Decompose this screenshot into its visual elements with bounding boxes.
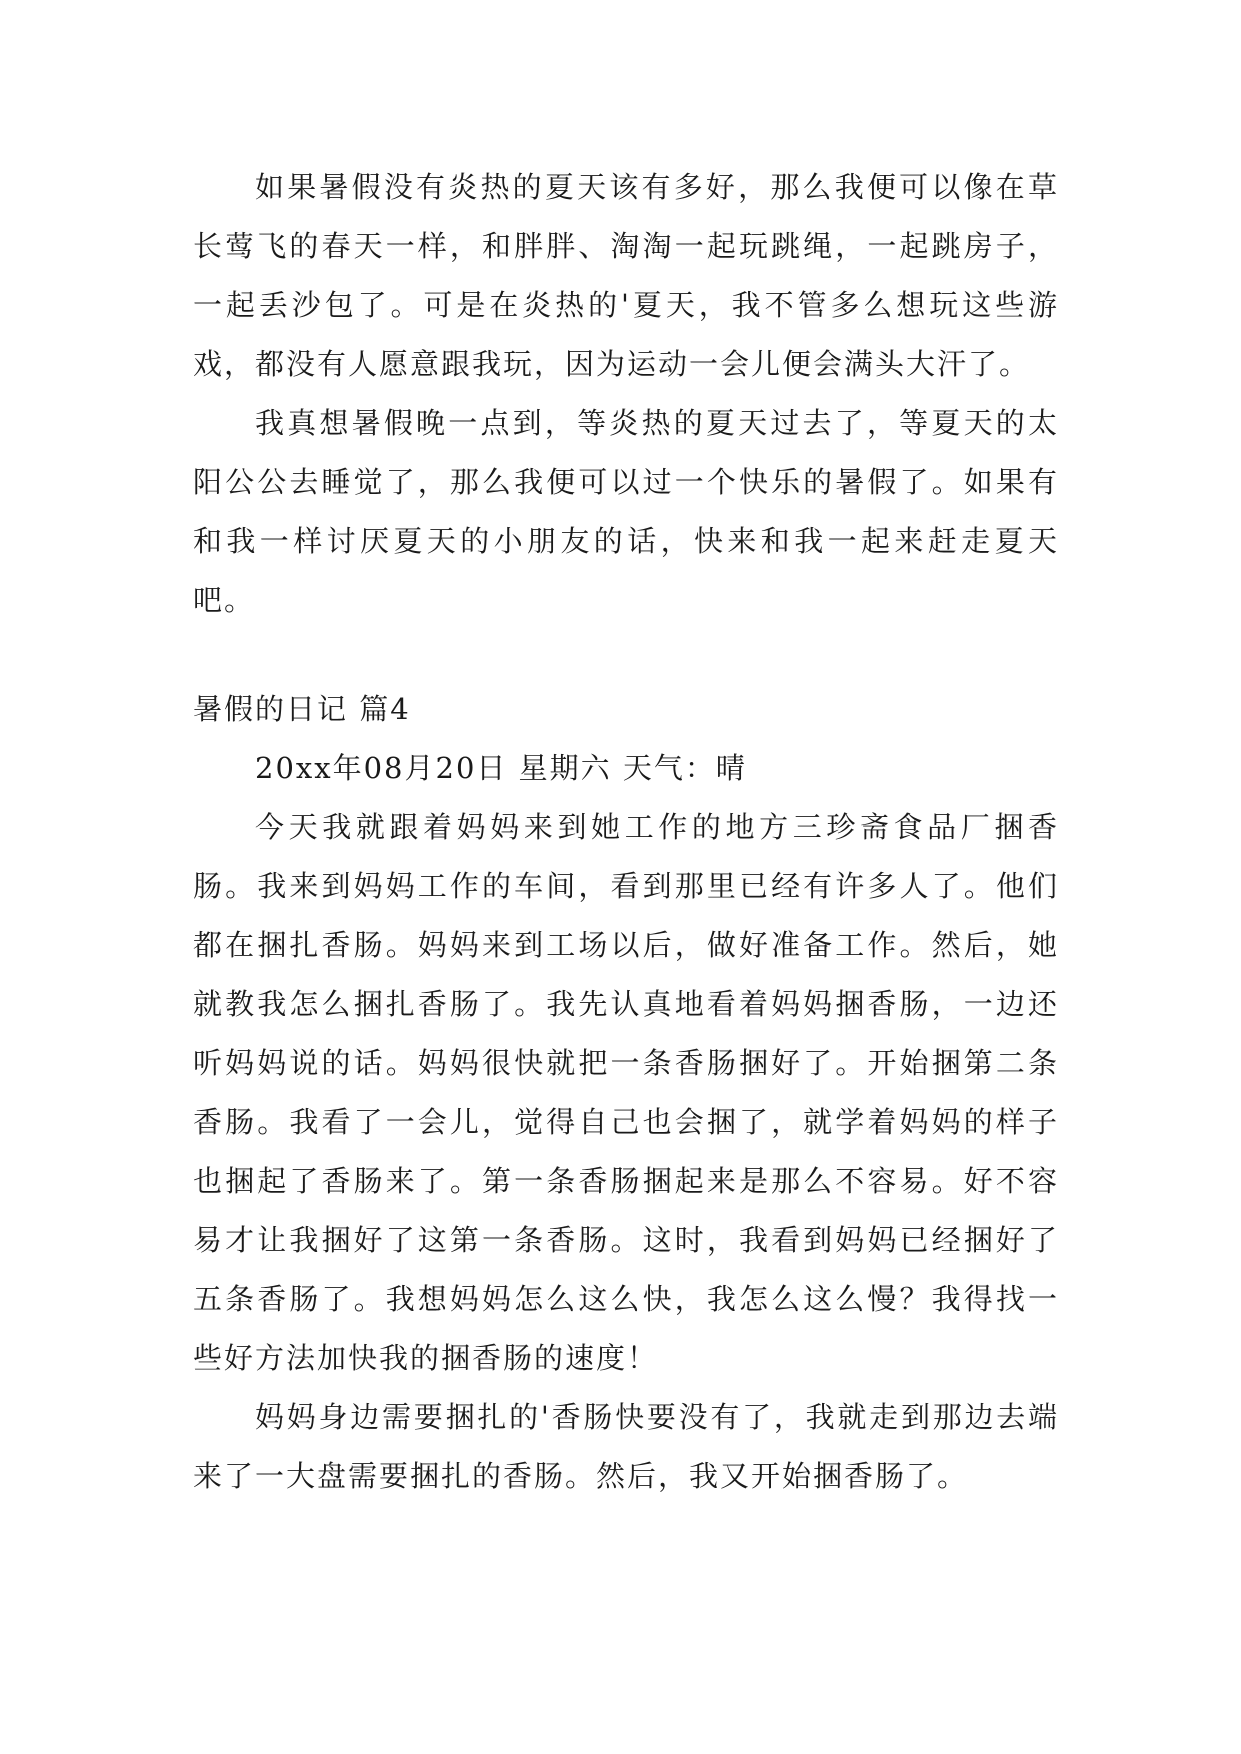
paragraph-sausage-factory: 今天我就跟着妈妈来到她工作的地方三珍斋食品厂捆香肠。我来到妈妈工作的车间，看到那里已经有许多人了。他们都在捆扎香肠。妈妈来到工场以后，做好准备工作。然后，她就教我怎么捆扎香肠了。我先认真地看着妈妈捆香肠，一边还听妈妈说的话。妈妈很快就把一条香肠捆好了。开始捆第二条香肠。我看了一会儿，觉得自己也会捆了，就学着妈妈的样子也捆起了香肠来了。第一条香肠捆起来是那么不容易。好不容易才让我捆好了这第一条香肠。这时，我看到妈妈已经捆好了五条香肠了。我想妈妈怎么这么快，我怎么这么慢？我得找一些好方法加快我的捆香肠的速度！ — [193, 810, 1059, 1375]
paragraph-more-sausages: 妈妈身边需要捆扎的'香肠快要没有了，我就走到那边去端来了一大盘需要捆扎的香肠。然后，我又开始捆香肠了。 — [193, 1400, 1059, 1493]
document-body — [193, 158, 1059, 1506]
diary-date-line: 20xx年08月20日 星期六 天气：晴 — [255, 751, 747, 785]
paragraph-summer-wish: 如果暑假没有炎热的夏天该有多好，那么我便可以像在草长莺飞的春天一样，和胖胖、淘淘一起玩跳绳，一起跳房子，一起丢沙包了。可是在炎热的'夏天，我不管多么想玩这些游戏，都没有人愿意跟我玩，因为运动一会儿便会满头大汗了。 — [193, 170, 1059, 381]
section-heading: 暑假的日记 篇4 — [193, 692, 411, 726]
paragraph-late-vacation: 我真想暑假晚一点到，等炎热的夏天过去了，等夏天的太阳公公去睡觉了，那么我便可以过一个快乐的暑假了。如果有和我一样讨厌夏天的小朋友的话，快来和我一起来赶走夏天吧。 — [193, 406, 1059, 617]
